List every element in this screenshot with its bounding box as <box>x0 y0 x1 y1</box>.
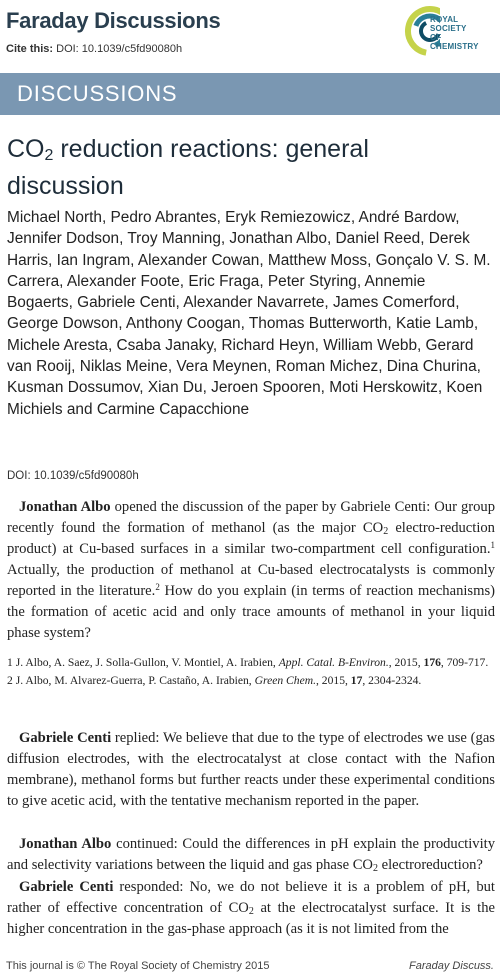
rsc-logo-text: ROYAL SOCIETY OF CHEMISTRY <box>430 15 479 51</box>
section-banner <box>0 73 500 115</box>
cite-line <box>6 43 182 55</box>
speaker-name: Jonathan Albo <box>19 499 111 515</box>
cite-doi: DOI: 10.1039/c5fd90080h <box>56 43 183 55</box>
section-banner-label: DISCUSSIONS <box>17 81 178 106</box>
reference-list <box>7 655 495 691</box>
reference-link-1[interactable]: 1 <box>490 540 495 550</box>
article-doi[interactable]: DOI: 10.1039/c5fd90080h <box>7 470 139 482</box>
journal-name: Faraday Discussions <box>6 8 221 33</box>
footer-journal: Faraday Discuss. <box>409 960 494 972</box>
speaker-name: Gabriele Centi <box>19 730 112 746</box>
author-list: Michael North, Pedro Abrantes, Eryk Remiezowicz, André Bardow, Jennifer Dodson, Troy Manning, Jonathan Albo, Daniel Reed, Derek Harris, Ian Ingram, Alexander Cowan, Matthew Moss, Gonçalo V. S. M. Carrera, Alexander Foote, Eric Fraga, Peter Styring, Annemie Bogaerts, Gabriele Centi, Alexander Navarrete, James Comerford, George Dowson, Anthony Coogan, Thomas Butterworth, Katie Lamb, Michele Aresta, Csaba Janaky, Richard Heyn, William Webb, Gerard van Rooij, Niklas Meine, Vera Meynen, Roman Michez, Dina Churina, Kusman Dossumov, Xian Du, Jeroen Spooren, Moti Herskowitz, Koen Michiels and Carmine Capacchione <box>7 209 491 418</box>
discussion-paragraph-4: Gabriele Centi responded: No, we do not believe it is a problem of pH, but rather of effective concentration of $CO_2$ at the electrocatalyst surface. It is the higher concentration in the gas-phase approach (as it is not limited from the <box>7 879 495 937</box>
footer-copyright: This journal is © The Royal Society of Chemistry 2015 <box>6 960 270 972</box>
discussion-paragraph-3: Jonathan Albo continued: Could the differences in pH explain the productivity and selectivity variations between the liquid and gas phase $CO_2$ electroreduction? <box>7 836 495 874</box>
cite-label: Cite this: <box>6 43 54 55</box>
page-footer <box>0 959 500 976</box>
discussion-paragraph-1: Jonathan Albo opened the discussion of the paper by Gabriele Centi: Our group recently found the formation of methanol (as the major $CO_2$ electro-reduction product) at Cu-based surfaces in a similar two-compartment cell configuration.$^1$ Actually, the production of methanol at Cu-based electrocatalysts is commonly reported in the literature.$^2$ How do you explain (in terms of reaction mechanisms) the formation of acetic acid and only trace amounts of methanol in your liquid phase system? <box>7 499 496 641</box>
speaker-name: Gabriele Centi <box>19 879 114 895</box>
speaker-name: Jonathan Albo <box>19 836 112 852</box>
article-title: $CO_2$ reduction reactions: general discussion <box>7 135 369 200</box>
reference-link-2[interactable]: 2 <box>155 582 160 592</box>
reference-item: 1 J. Albo, A. Saez, J. Solla-Gullon, V. Montiel, A. Irabien, Appl. Catal. B-Environ., 2015, 176, 709-717. <box>7 656 489 669</box>
discussion-paragraph-2: Gabriele Centi replied: We believe that due to the type of electrodes we use (gas diffusion electrodes, with the electrocatalyst at close contact with the Nafion membrane), methanol forms but further reacts under these experimental conditions to give acetic acid, with the tentative mechanism reported in the paper. <box>7 730 495 809</box>
reference-item: 2 J. Albo, M. Alvarez-Guerra, P. Castaño, A. Irabien, Green Chem., 2015, 17, 2304-2324. <box>7 674 422 687</box>
journal-header <box>0 0 500 62</box>
rsc-logo <box>404 4 492 58</box>
